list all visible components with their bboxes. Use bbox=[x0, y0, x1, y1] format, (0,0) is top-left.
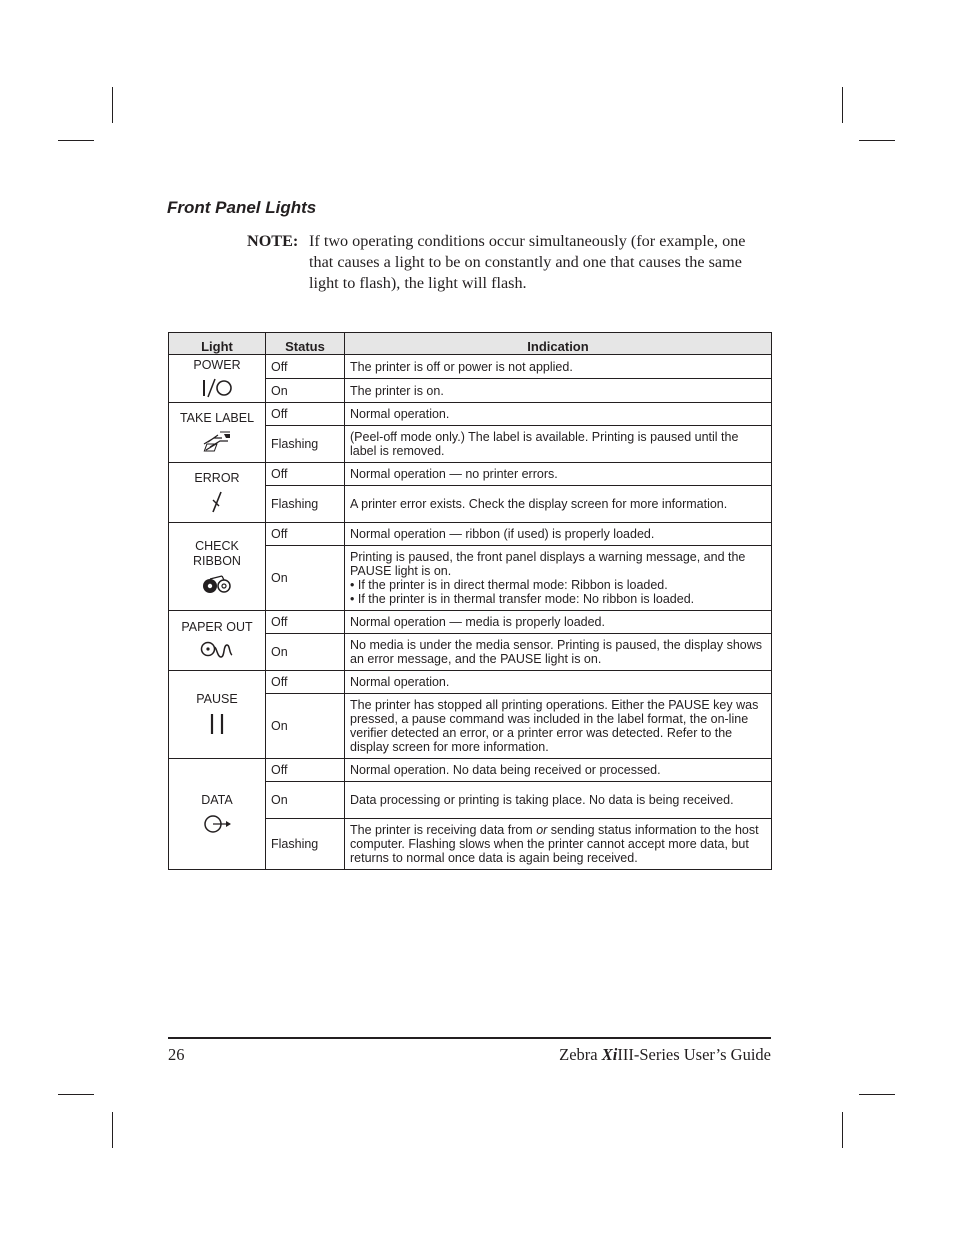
light-name: ERROR bbox=[194, 471, 240, 485]
crop-mark bbox=[859, 140, 895, 141]
section-title: Front Panel Lights bbox=[167, 198, 317, 217]
light-name-line2: RIBBON bbox=[193, 553, 241, 568]
light-data bbox=[169, 759, 266, 870]
pause-icon bbox=[206, 711, 228, 737]
indication-cell: Normal operation — media is properly loaded. bbox=[345, 611, 772, 634]
crop-mark bbox=[842, 1112, 843, 1148]
crop-mark bbox=[859, 1094, 895, 1095]
light-name: PAPER OUT bbox=[181, 620, 253, 634]
indication-cell: Normal operation — ribbon (if used) is properly loaded. bbox=[345, 523, 772, 546]
status-cell: Off bbox=[266, 759, 345, 782]
power-icon bbox=[200, 377, 234, 399]
crop-mark bbox=[112, 1112, 113, 1148]
status-cell: Off bbox=[266, 403, 345, 426]
table-row bbox=[169, 463, 772, 486]
guide-title-model: Xi bbox=[601, 1045, 618, 1064]
status-cell: On bbox=[266, 694, 345, 759]
table-row bbox=[169, 611, 772, 634]
header-status: Status bbox=[266, 333, 345, 355]
footer-rule bbox=[168, 1037, 771, 1039]
light-name: POWER bbox=[193, 358, 241, 372]
status-cell: Off bbox=[266, 611, 345, 634]
front-panel-lights-table bbox=[168, 332, 772, 870]
ribbon-icon bbox=[200, 573, 234, 595]
header-indication: Indication bbox=[345, 333, 772, 355]
status-cell: Off bbox=[266, 671, 345, 694]
table-row bbox=[169, 355, 772, 379]
status-cell: On bbox=[266, 634, 345, 671]
light-name-line1: CHECK bbox=[195, 538, 239, 553]
header-light: Light bbox=[169, 333, 266, 355]
status-cell: Off bbox=[266, 463, 345, 486]
indication-cell bbox=[345, 546, 772, 611]
light-name: TAKE LABEL bbox=[179, 411, 255, 425]
status-cell: Flashing bbox=[266, 819, 345, 870]
note-label: NOTE: bbox=[247, 232, 299, 250]
light-check-ribbon bbox=[169, 523, 266, 611]
indication-cell: No media is under the media sensor. Printing is paused, the display shows an error message, and the PAUSE light is on. bbox=[345, 634, 772, 671]
status-cell: On bbox=[266, 782, 345, 819]
table-row bbox=[169, 671, 772, 694]
status-cell: Off bbox=[266, 523, 345, 546]
status-cell: Off bbox=[266, 355, 345, 379]
crop-mark bbox=[112, 87, 113, 123]
light-power bbox=[169, 355, 266, 403]
indication-cell: (Peel-off mode only.) The label is available. Printing is paused until the label is removed. bbox=[345, 426, 772, 463]
bullet-item: • If the printer is in thermal transfer mode: No ribbon is loaded. bbox=[350, 592, 695, 606]
indication-cell: Normal operation. bbox=[345, 403, 772, 426]
indication-cell bbox=[345, 819, 772, 870]
indication-emphasis: or bbox=[536, 823, 548, 837]
crop-mark bbox=[58, 1094, 94, 1095]
light-pause bbox=[169, 671, 266, 759]
table-row bbox=[169, 523, 772, 546]
indication-text: Printing is paused, the front panel displays a warning message, and the PAUSE light is on. bbox=[350, 550, 746, 578]
table-header-row bbox=[169, 333, 772, 355]
error-icon bbox=[207, 490, 227, 514]
light-name: DATA bbox=[201, 792, 233, 807]
light-paper-out bbox=[169, 611, 266, 671]
indication-cell: The printer is off or power is not applied. bbox=[345, 355, 772, 379]
bullet-item: • If the printer is in direct thermal mode: Ribbon is loaded. bbox=[350, 578, 668, 592]
indication-cell: Data processing or printing is taking place. No data is being received. bbox=[345, 782, 772, 819]
table-row bbox=[169, 759, 772, 782]
indication-text: sending status information to the host computer. Flashing slows when the printer cannot accept more data, but returns to normal once data is again being received. bbox=[350, 823, 759, 865]
page-number: 26 bbox=[168, 1045, 185, 1064]
crop-mark bbox=[58, 140, 94, 141]
guide-title bbox=[559, 1045, 771, 1065]
note-text: If two operating conditions occur simultaneously (for example, one that causes a light to be on constantly and one that causes the same light to flash), the light will flash. bbox=[309, 232, 746, 292]
light-name: PAUSE bbox=[196, 692, 238, 706]
light-error bbox=[169, 463, 266, 523]
indication-cell: Normal operation — no printer errors. bbox=[345, 463, 772, 486]
status-cell: Flashing bbox=[266, 486, 345, 523]
table-row bbox=[169, 403, 772, 426]
data-icon bbox=[200, 812, 234, 836]
light-take-label bbox=[169, 403, 266, 463]
indication-cell: A printer error exists. Check the display screen for more information. bbox=[345, 486, 772, 523]
indication-text: The printer is receiving data from bbox=[350, 823, 537, 837]
indication-cell: Normal operation. bbox=[345, 671, 772, 694]
indication-cell: Normal operation. No data being received or processed. bbox=[345, 759, 772, 782]
guide-title-post: III-Series User’s Guide bbox=[617, 1045, 771, 1064]
paper-out-icon bbox=[199, 639, 235, 661]
status-cell: On bbox=[266, 379, 345, 403]
take-label-icon bbox=[200, 430, 234, 454]
indication-cell: The printer has stopped all printing operations. Either the PAUSE key was pressed, a pause command was included in the label format, the on-line verifier detected an error, or a printer error was detected. Refer to the display screen for more information. bbox=[345, 694, 772, 759]
status-cell: Flashing bbox=[266, 426, 345, 463]
guide-title-pre: Zebra bbox=[559, 1045, 602, 1064]
crop-mark bbox=[842, 87, 843, 123]
status-cell: On bbox=[266, 546, 345, 611]
indication-cell: The printer is on. bbox=[345, 379, 772, 403]
